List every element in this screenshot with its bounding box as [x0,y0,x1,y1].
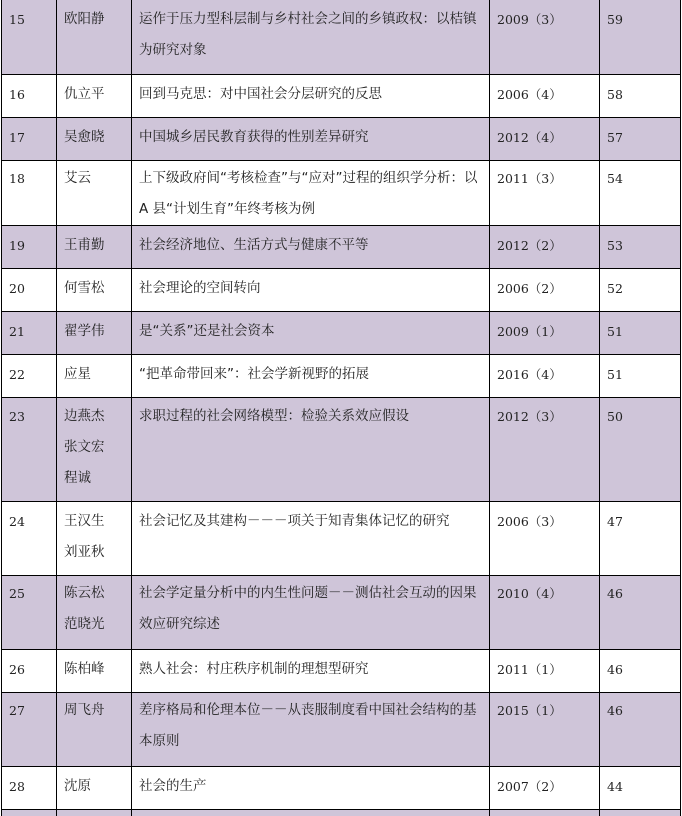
table-row [2,502,681,576]
citation-count: 59 [600,0,680,35]
citation-count-cell [600,767,681,810]
paper-title-cell [132,118,490,161]
author-cell [57,398,132,502]
row-number-cell [2,226,57,269]
issue-number: 2007（2） [490,767,599,802]
paper-title: 上下级政府间“考核检查”与“应对”过程的组织学分析：以 A 县“计划生育”年终考核为例 [132,161,489,225]
citation-count: 51 [600,355,680,390]
paper-title-cell [132,650,490,693]
paper-title-cell [132,398,490,502]
paper-title-cell [132,226,490,269]
citation-count: 44 [600,767,680,802]
author-name: 应星 [64,359,127,390]
citation-count-cell [600,502,681,576]
paper-title-cell [132,502,490,576]
paper-title-cell [132,269,490,312]
row-number-cell [2,693,57,767]
paper-title: 社会记忆及其建构－－－项关于知青集体记忆的研究 [132,502,489,537]
author-name: 王甫勤 [64,230,127,261]
issue-number: 2006（4） [490,75,599,110]
issue-number-cell [490,767,600,810]
author-name: 艾云 [64,163,127,194]
author-name: 程诚 [64,463,127,494]
row-number: 22 [2,355,56,390]
author-cell [57,576,132,650]
row-number-cell [2,312,57,355]
paper-title-cell [132,161,490,226]
row-number-cell [2,355,57,398]
citation-count-cell [600,355,681,398]
paper-title: 社会理论的空间转向 [132,269,489,304]
issue-number: 2012（2） [490,226,599,261]
author-cell [57,161,132,226]
table-row [2,269,681,312]
table-row [2,226,681,269]
row-number: 19 [2,226,56,261]
issue-number-cell [490,355,600,398]
citation-count: 46 [600,650,680,685]
citation-count: 58 [600,75,680,110]
issue-number: 2006（2） [490,269,599,304]
table-row [2,118,681,161]
issue-number: 2006（3） [490,502,599,537]
table-row [2,576,681,650]
row-number-cell [2,0,57,75]
row-number-cell [2,576,57,650]
row-number: 24 [2,502,56,537]
row-number: 28 [2,767,56,802]
issue-number-cell [490,312,600,355]
paper-title: 社会的生产 [132,767,489,802]
issue-number-cell [490,75,600,118]
citation-count-cell [600,118,681,161]
citation-count: 54 [600,161,680,194]
citation-count-cell [600,269,681,312]
author-name: 沈原 [64,771,127,802]
row-number: 15 [2,0,56,35]
paper-title: 运作于压力型科层制与乡村社会之间的乡镇政权：以桔镇为研究对象 [132,0,489,66]
author-cell [57,650,132,693]
author-cell [57,226,132,269]
citation-count: 46 [600,576,680,609]
table-row [2,75,681,118]
author-name: 边燕杰 [64,401,127,432]
citation-count: 50 [600,398,680,432]
issue-number-cell [490,650,600,693]
table-row [2,0,681,75]
empty-cell [2,810,57,816]
citation-count-cell [600,693,681,767]
row-number: 21 [2,312,56,347]
empty-cell [600,810,681,816]
author-name: 刘亚秋 [64,537,127,568]
author-cell [57,118,132,161]
issue-number: 2012（3） [490,398,599,432]
row-number-cell [2,650,57,693]
author-name: 翟学伟 [64,316,127,347]
empty-cell [490,810,600,816]
table-row-partial [2,810,681,816]
citation-count: 46 [600,693,680,726]
author-cell [57,767,132,810]
paper-title-cell [132,75,490,118]
paper-title-cell [132,576,490,650]
issue-number: 2011（3） [490,161,599,194]
citation-count-cell [600,75,681,118]
table-row [2,398,681,502]
author-cell [57,502,132,576]
table-row [2,650,681,693]
issue-number-cell [490,226,600,269]
table-row [2,355,681,398]
row-number: 23 [2,398,56,432]
author-name: 何雪松 [64,273,127,304]
author-name: 陈云松 [64,578,127,609]
issue-number-cell [490,398,600,502]
table-row [2,161,681,226]
author-name: 张文宏 [64,432,127,463]
citation-count: 53 [600,226,680,261]
paper-title: 差序格局和伦理本位－－从丧服制度看中国社会结构的基本原则 [132,693,489,757]
author-name: 吴愈晓 [64,122,127,153]
issue-number-cell [490,0,600,75]
author-name: 王汉生 [64,506,127,537]
issue-number: 2009（3） [490,0,599,35]
citation-count-cell [600,0,681,75]
row-number: 18 [2,161,56,194]
issue-number: 2012（4） [490,118,599,153]
citation-count-cell [600,650,681,693]
citation-table [1,0,681,816]
author-cell [57,75,132,118]
citation-count: 47 [600,502,680,537]
table-row [2,693,681,767]
issue-number-cell [490,118,600,161]
row-number: 17 [2,118,56,153]
paper-title-cell [132,767,490,810]
citation-count-cell [600,312,681,355]
issue-number-cell [490,161,600,226]
paper-title: 求职过程的社会网络模型：检验关系效应假设 [132,398,489,432]
row-number-cell [2,767,57,810]
author-name: 陈柏峰 [64,654,127,685]
author-cell [57,312,132,355]
paper-title-cell [132,0,490,75]
author-name: 欧阳静 [64,4,127,35]
citation-count-cell [600,398,681,502]
citation-count: 52 [600,269,680,304]
paper-title: 熟人社会：村庄秩序机制的理想型研究 [132,650,489,685]
issue-number: 2016（4） [490,355,599,390]
author-cell [57,269,132,312]
row-number-cell [2,502,57,576]
author-name: 周飞舟 [64,695,127,726]
paper-title-cell [132,693,490,767]
issue-number: 2010（4） [490,576,599,609]
paper-title: 社会经济地位、生活方式与健康不平等 [132,226,489,261]
table-row [2,312,681,355]
paper-title: 中国城乡居民教育获得的性别差异研究 [132,118,489,153]
citation-count: 51 [600,312,680,347]
citation-count-cell [600,576,681,650]
issue-number-cell [490,576,600,650]
empty-cell [132,810,490,816]
issue-number: 2009（1） [490,312,599,347]
issue-number: 2011（1） [490,650,599,685]
row-number-cell [2,398,57,502]
citation-count-cell [600,161,681,226]
row-number-cell [2,269,57,312]
issue-number-cell [490,693,600,767]
paper-title-cell [132,312,490,355]
empty-cell [57,810,132,816]
author-cell [57,355,132,398]
row-number-cell [2,75,57,118]
issue-number: 2015（1） [490,693,599,726]
row-number-cell [2,118,57,161]
author-name: 仇立平 [64,79,127,110]
row-number: 27 [2,693,56,726]
paper-title: 回到马克思：对中国社会分层研究的反思 [132,75,489,110]
author-name: 范晓光 [64,609,127,640]
author-cell [57,0,132,75]
paper-title: 是“关系”还是社会资本 [132,312,489,347]
issue-number-cell [490,502,600,576]
paper-title-cell [132,355,490,398]
paper-title: 社会学定量分析中的内生性问题－－测估社会互动的因果效应研究综述 [132,576,489,640]
citation-count: 57 [600,118,680,153]
paper-title: “把革命带回来”：社会学新视野的拓展 [132,355,489,390]
issue-number-cell [490,269,600,312]
row-number: 25 [2,576,56,609]
row-number: 20 [2,269,56,304]
citation-count-cell [600,226,681,269]
row-number: 26 [2,650,56,685]
table-row [2,767,681,810]
row-number: 16 [2,75,56,110]
author-cell [57,693,132,767]
row-number-cell [2,161,57,226]
